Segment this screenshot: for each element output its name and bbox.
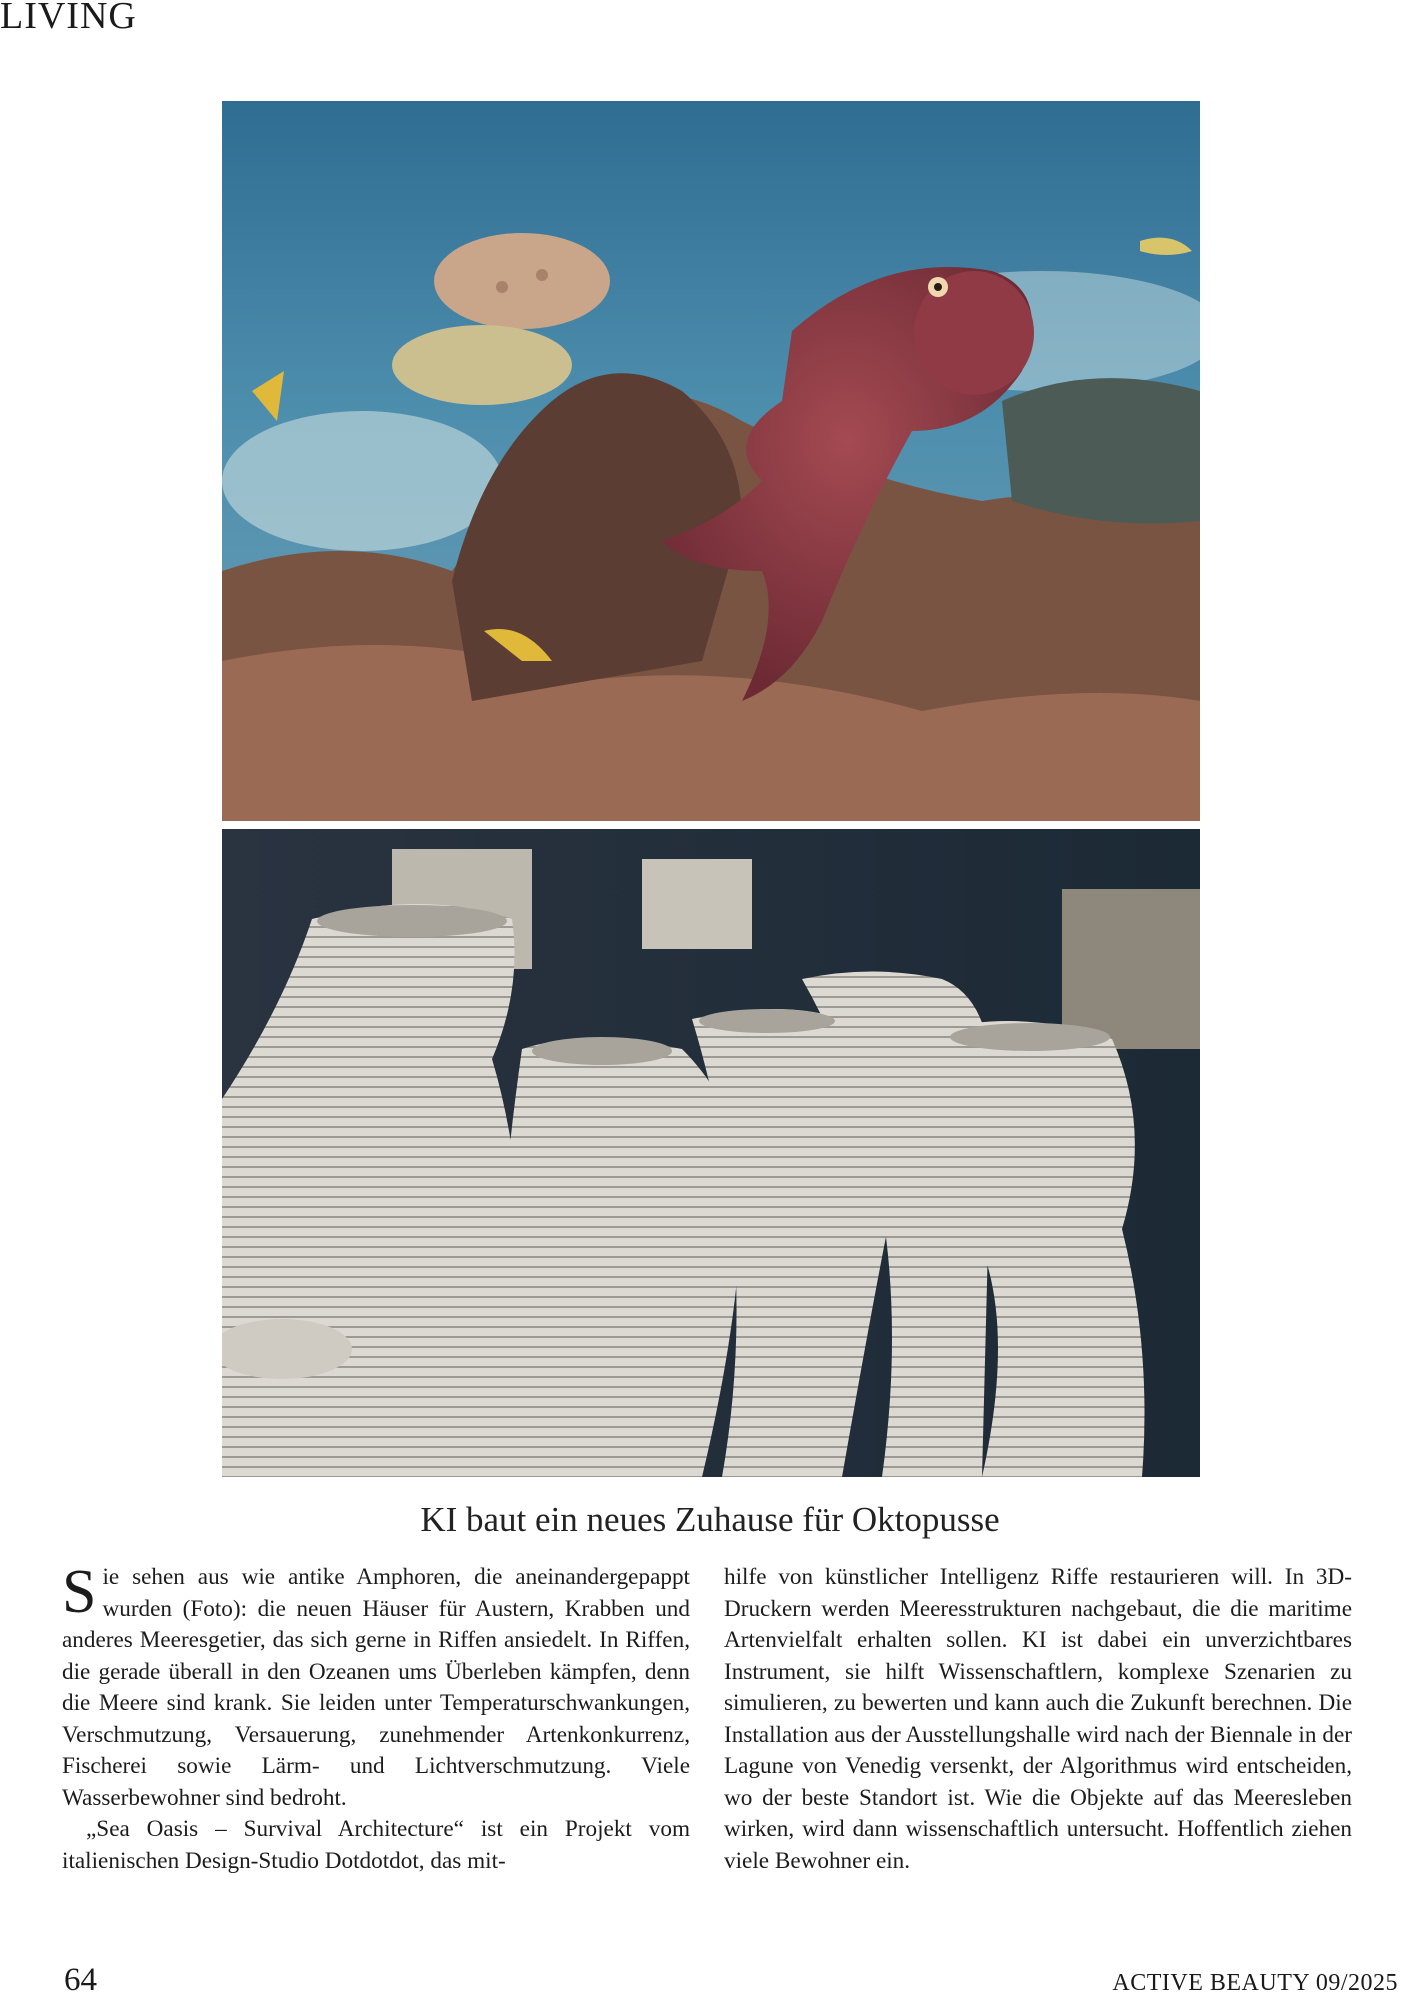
body-paragraph: „Sea Oasis – Survival Architecture“ ist ein Projekt vom italienischen Design-Studio Dotdotdot, das mit- <box>62 1816 690 1874</box>
body-paragraph: ie sehen aus wie antike Amphoren, die aneinandergepappt wurden (Foto): die neuen Häuser für Austern, Krabben und anderes Meeresgetier, das sich gerne in Riffen ansiedelt. In Riffen, die gerade überall in den Ozeanen ums Überleben kämpfen, denn die Meere sind krank. Sie leiden unter Temperaturschwankungen, Verschmutzung, Versauerung, zunehmender Artenkonkurrenz, Fischerei sowie Lärm- und Lichtverschmutzung. Viele Wasserbewohner sind bedroht. <box>62 1564 690 1811</box>
drop-cap: S <box>62 1558 97 1626</box>
printed-reef-structures-photo <box>222 829 1200 1477</box>
body-paragraph: hilfe von künstlicher Intelligenz Riffe restaurieren will. In 3D-Druckern werden Meeresstrukturen nachgebaut, die die maritime Artenvielfalt erhalten sollen. KI ist dabei ein unverzichtbares Instrument, sie hilft Wissenschaftlern, komplexe Szenarien zu simulieren, zu bewerten und kann auch die Zukunft berechnen. Die Installation aus der Ausstellungshalle wird nach der Biennale in der Lagune von Venedig versenkt, der Algorithmus wird entscheiden, wo der beste Standort ist. Wie die Objekte auf das Meeresleben wirken, wird dann wissenschaftlich untersucht. Hoffentlich ziehen viele Bewohner ein. <box>724 1564 1352 1874</box>
publication-footer: ACTIVE BEAUTY 09/2025 <box>1112 1970 1398 1996</box>
page-number: 64 <box>64 1962 97 1998</box>
article-column-right <box>724 1562 1352 1877</box>
section-label: LIVING <box>0 0 137 37</box>
octopus-reef-photo <box>222 101 1200 821</box>
article-column-left <box>62 1558 690 1877</box>
article-headline: KI baut ein neues Zuhause für Oktopusse <box>420 1500 1000 1539</box>
